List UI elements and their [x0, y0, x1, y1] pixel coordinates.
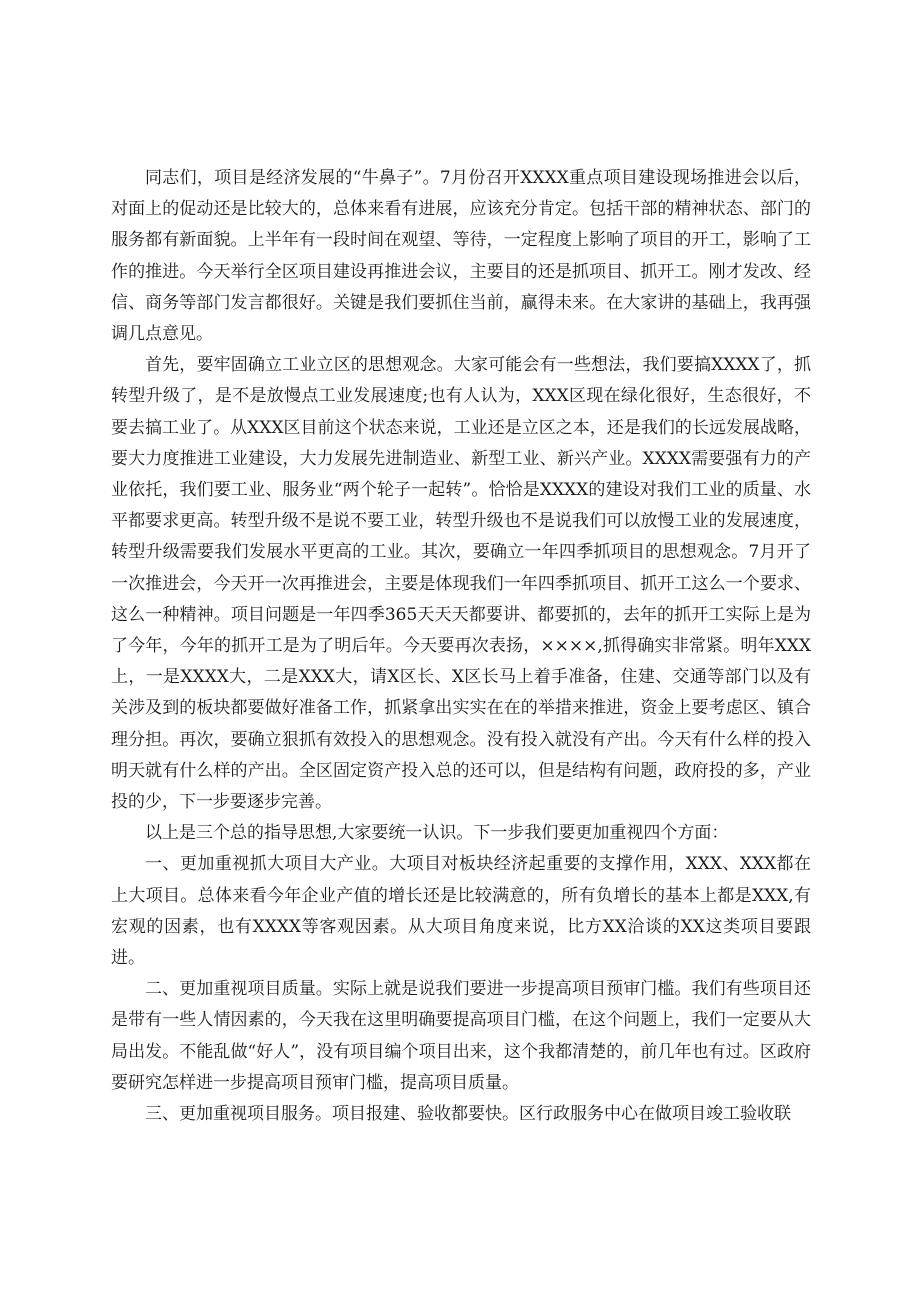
document-body [111, 163, 811, 1130]
paragraph-item-one: 一、更加重视抓大项目大产业。大项目对板块经济起重要的支撑作用，XXX、XXX都在上大项目。总体来看今年企业产值的增长还是比较满意的，所有负增长的基本上都是XXX,有宏观的因素，也有XXXX等客观因素。从大项目角度来说，比方XX洽谈的XX这类项目要跟进。 [111, 854, 811, 969]
paragraph-item-three: 三、更加重视项目服务。项目报建、验收都要快。区行政服务中心在做项目竣工验收联 [145, 1104, 791, 1125]
paragraph-intro: 同志们，项目是经济发展的“牛鼻子”。7月份召开XXXX重点项目建设现场推进会以后，对面上的促动还是比较大的，总体来看有进展，应该充分肯定。包括干部的精神状态、部门的服务都有新面貌。上半年有一段时间在观望、等待，一定程度上影响了项目的开工，影响了工作的推进。今天举行全区项目建设再推进会议，主要目的还是抓项目、抓开工。刚才发改、经信、商务等部门发言都很好。关键是我们要抓住当前，赢得未来。在大家讲的基础上，我再强调几点意见。 [111, 168, 811, 345]
paragraph-item-two: 二、更加重视项目质量。实际上就是说我们要进一步提高项目预审门槛。我们有些项目还是带有一些人情因素的，今天我在这里明确要提高项目门槛，在这个问题上，我们一定要从大局出发。不能乱做“好人”，没有项目编个项目出来，这个我都清楚的，前几年也有过。区政府要研究怎样进一步提高项目预审门槛，提高项目质量。 [111, 979, 811, 1093]
paragraph-summary: 以上是三个总的指导思想,大家要统一认识。下一步我们要更加重视四个方面： [145, 823, 729, 844]
paragraph-first-point: 首先，要牢固确立工业立区的思想观念。大家可能会有一些想法，我们要搞XXXX了，抓转型升级了，是不是放慢点工业发展速度;也有人认为，XXX区现在绿化很好，生态很好，不要去搞工业了。从XXX区目前这个状态来说，工业还是立区之本，还是我们的长远发展战略，要大力度推进工业建设，大力发展先进制造业、新型工业、新兴产业。XXXX需要强有力的产业依托，我们要工业、服务业“两个轮子一起转”。恰恰是XXXX的建设对我们工业的质量、水平都要求更高。转型升级不是说不要工业，转型升级也不是说我们可以放慢工业的发展速度，转型升级需要我们发展水平更高的工业。其次，要确立一年四季抓项目的思想观念。7月开了一次推进会，今天开一次再推进会，主要是体现我们一年四季抓项目、抓开工这么一个要求、这么一种精神。项目问题是一年四季365天天天都要讲、都要抓的，去年的抓开工实际上是为了今年，今年的抓开工是为了明后年。今天要再次表扬，××××,抓得确实非常紧。明年XXX上，一是XXXX大，二是XXX大，请X区长、X区长马上着手准备，住建、交通等部门以及有关涉及到的板块都要做好准备工作，抓紧拿出实实在在的举措来推进，资金上要考虑区、镇合理分担。再次，要确立狠抓有效投入的思想观念。没有投入就没有产出。今天有什么样的投入明天就有什么样的产出。全区固定资产投入总的还可以，但是结构有问题，政府投的多，产业投的少，下一步要逐步完善。 [111, 355, 811, 813]
